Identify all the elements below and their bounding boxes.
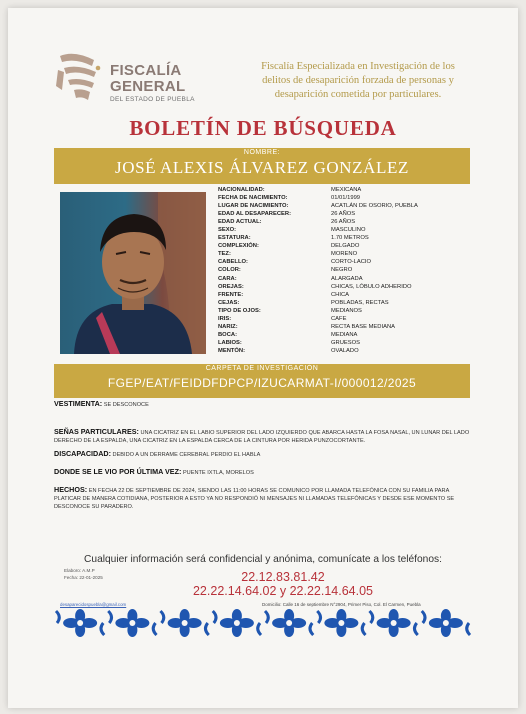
marks-label: SEÑAS PARTICULARES:	[54, 427, 139, 436]
case-file-label: CARPETA DE INVESTIGACIÓN	[205, 365, 319, 372]
contact-email-link[interactable]: desaparecidospuebla@gmail.com	[60, 602, 127, 607]
detail-value: ALARGADA	[331, 275, 363, 282]
detail-label: FECHA DE NACIMIENTO:	[218, 195, 288, 202]
bulletin-title: BOLETÍN DE BÚSQUEDA	[129, 116, 397, 140]
detail-value: MORENO	[331, 251, 358, 258]
detail-row	[218, 258, 478, 266]
agency-line-2: delitos de desaparición forzada de personas y	[262, 75, 454, 86]
detail-label: EDAD AL DESAPARECER:	[218, 211, 292, 218]
disability-label: DISCAPACIDAD:	[54, 449, 111, 458]
detail-row	[218, 315, 478, 323]
detail-row	[218, 331, 478, 339]
talavera-tile-strip	[54, 609, 472, 637]
prepared-by	[64, 568, 95, 573]
talavera-tile	[56, 609, 104, 637]
detail-row	[218, 234, 478, 242]
logo-name-line2: GENERAL	[110, 78, 186, 95]
detail-row	[218, 307, 478, 315]
detail-value: GRUESOS	[331, 339, 360, 346]
search-bulletin-sheet	[8, 8, 518, 708]
detail-row	[218, 250, 478, 258]
logo-name-line1: FISCALÍA	[110, 62, 182, 79]
detail-value: MEXICANA	[331, 187, 362, 193]
detail-row	[218, 283, 478, 291]
detail-label: NARIZ:	[218, 323, 238, 330]
clothing-section	[54, 400, 474, 409]
name-banner	[54, 148, 470, 184]
talavera-tile	[108, 609, 156, 637]
detail-label: COMPLEXIÓN:	[218, 243, 259, 250]
detail-row	[218, 242, 478, 250]
detail-row	[218, 275, 478, 283]
phone-number-1[interactable]: 22.12.83.81.42	[241, 570, 325, 584]
last-seen-label: DONDE SE LE VIO POR ÚLTIMA VEZ:	[54, 467, 182, 476]
talavera-tile	[422, 609, 470, 637]
fiscalia-emblem-icon	[54, 50, 106, 110]
disability-section	[54, 450, 474, 459]
clothing-label: VESTIMENTA:	[54, 399, 103, 408]
detail-value: POBLADAS, RECTAS	[331, 299, 389, 306]
detail-label: LUGAR DE NACIMIENTO:	[218, 203, 289, 210]
prepared-by-value: A.M.P	[82, 568, 95, 573]
detail-value: 26 AÑOS	[331, 219, 356, 226]
prepared-by-label: Elaboro:	[64, 568, 82, 573]
distinguishing-marks-section	[54, 428, 474, 445]
detail-value: DELGADO	[331, 243, 360, 250]
missing-person-photo	[60, 192, 206, 354]
detail-row	[218, 299, 478, 307]
detail-row	[218, 291, 478, 299]
detail-value: NEGRO	[331, 267, 353, 274]
prepared-date-value: 22-01-2025	[79, 575, 103, 580]
disability-text: DEBIDO A UN DERRAME CEREBRAL PERDIO EL HABLA	[112, 452, 261, 458]
detail-label: EDAD ACTUAL:	[218, 219, 262, 226]
name-label: NOMBRE:	[243, 149, 281, 156]
portrait-illustration	[60, 192, 206, 354]
detail-label: LABIOS:	[218, 339, 242, 346]
agency-line-1: Fiscalía Especializada en Investigación de los	[261, 61, 455, 72]
detail-row	[218, 202, 478, 210]
office-address: Domicilio: Calle 16 de septiembre N°2904, Primer Piso, Col. El Carmen, Puebla	[262, 602, 421, 607]
detail-label: TEZ:	[218, 251, 231, 258]
detail-value: CHICA	[331, 291, 350, 298]
detail-label: CABELLO:	[218, 259, 248, 266]
clothing-text: SE DESCONOCE	[103, 402, 149, 408]
marks-text: UNA CICATRIZ EN EL LABIO SUPERIOR DEL LADO IZQUIERDO QUE ABARCA HASTA LA FOSA NASAL, UN LUNAR DEL LADO DERECHO DE LA ESPALDA, UNA CICATRIZ EN LA ESPALDA CERCA DE LA CINTURA POR HERIDA PUNZOCORTANTE.	[54, 430, 470, 444]
detail-value: RECTA BASE MEDIANA	[331, 323, 395, 330]
detail-label: SEXO:	[218, 227, 237, 234]
prepared-date-label: Fecha:	[64, 575, 79, 580]
facts-label: HECHOS:	[54, 485, 88, 494]
detail-value: CHICAS, LÓBULO ADHERIDO	[331, 283, 412, 290]
person-name: JOSÉ ALEXIS ÁLVAREZ GONZÁLEZ	[115, 158, 409, 177]
detail-row	[218, 339, 478, 347]
detail-value: 26 AÑOS	[331, 211, 356, 218]
detail-value: MASCULINO	[331, 227, 366, 234]
fiscalia-logo	[54, 50, 224, 112]
detail-label: IRIS:	[218, 315, 232, 322]
case-file-banner	[54, 364, 470, 398]
talavera-tile	[213, 609, 261, 637]
detail-label: MENTÓN:	[218, 347, 246, 354]
detail-value: CORTO-LACIO	[331, 259, 372, 266]
agency-line-3: desaparición cometida por particulares.	[274, 89, 442, 100]
detail-row	[218, 266, 478, 274]
facts-section	[54, 486, 474, 511]
contact-intro: Cualquier información será confidencial y anónima, comunícate a los teléfonos:	[84, 554, 442, 565]
talavera-tile	[161, 609, 209, 637]
phone-number-2[interactable]: 22.22.14.64.02 y 22.22.14.64.05	[192, 584, 374, 598]
detail-value: MEDIANOS	[331, 307, 362, 314]
detail-row	[218, 210, 478, 218]
detail-row	[218, 186, 478, 194]
last-seen-text: PUENTE IXTLA, MORELOS	[182, 470, 254, 476]
last-seen-section	[54, 468, 474, 477]
physical-description	[218, 186, 478, 355]
logo-subtitle: DEL ESTADO DE PUEBLA	[110, 96, 195, 103]
detail-row	[218, 323, 478, 331]
detail-value: 01/01/1999	[331, 195, 361, 202]
agency-description	[240, 60, 476, 102]
detail-label: OREJAS:	[218, 283, 244, 290]
detail-row	[218, 218, 478, 226]
detail-value: ACATLÁN DE OSORIO, PUEBLA	[331, 203, 418, 210]
detail-label: TIPO DE OJOS:	[218, 307, 261, 314]
detail-row	[218, 226, 478, 234]
detail-label: BOCA:	[218, 331, 237, 338]
detail-row	[218, 347, 478, 355]
detail-row	[218, 194, 478, 202]
detail-label: NACIONALIDAD:	[218, 187, 265, 193]
facts-text: EN FECHA 22 DE SEPTIEMBRE DE 2024, SIENDO LAS 11:00 HORAS SE COMUNICO POR LLAMADA TELEFÓNICA CON SU FAMILIA PARA PLATICAR DE MANERA COTIDIANA, POSTERIOR A ESTO YA NO RESPONDIÓ NI MENSAJES NI LLAMADAS TELEFÓNICAS Y DESDE ESE MOMENTO SE DESCONOCE SU PARADERO.	[54, 488, 455, 510]
prepared-date	[64, 575, 103, 580]
detail-label: COLOR:	[218, 267, 241, 274]
detail-label: ESTATURA:	[218, 235, 251, 242]
detail-label: FRENTE:	[218, 291, 244, 298]
detail-label: CEJAS:	[218, 299, 240, 306]
talavera-tile	[370, 609, 418, 637]
talavera-tile	[265, 609, 313, 637]
detail-value: OVALADO	[331, 347, 359, 354]
talavera-tile	[317, 609, 365, 637]
detail-label: CARA:	[218, 275, 237, 282]
detail-value: CAFE	[331, 315, 347, 322]
detail-value: 1.70 METROS	[331, 235, 369, 242]
case-file-number: FGEP/EAT/FEIDDFDPCP/IZUCARMAT-I/000012/2025	[107, 376, 417, 390]
detail-value: MEDIANA	[331, 331, 358, 338]
